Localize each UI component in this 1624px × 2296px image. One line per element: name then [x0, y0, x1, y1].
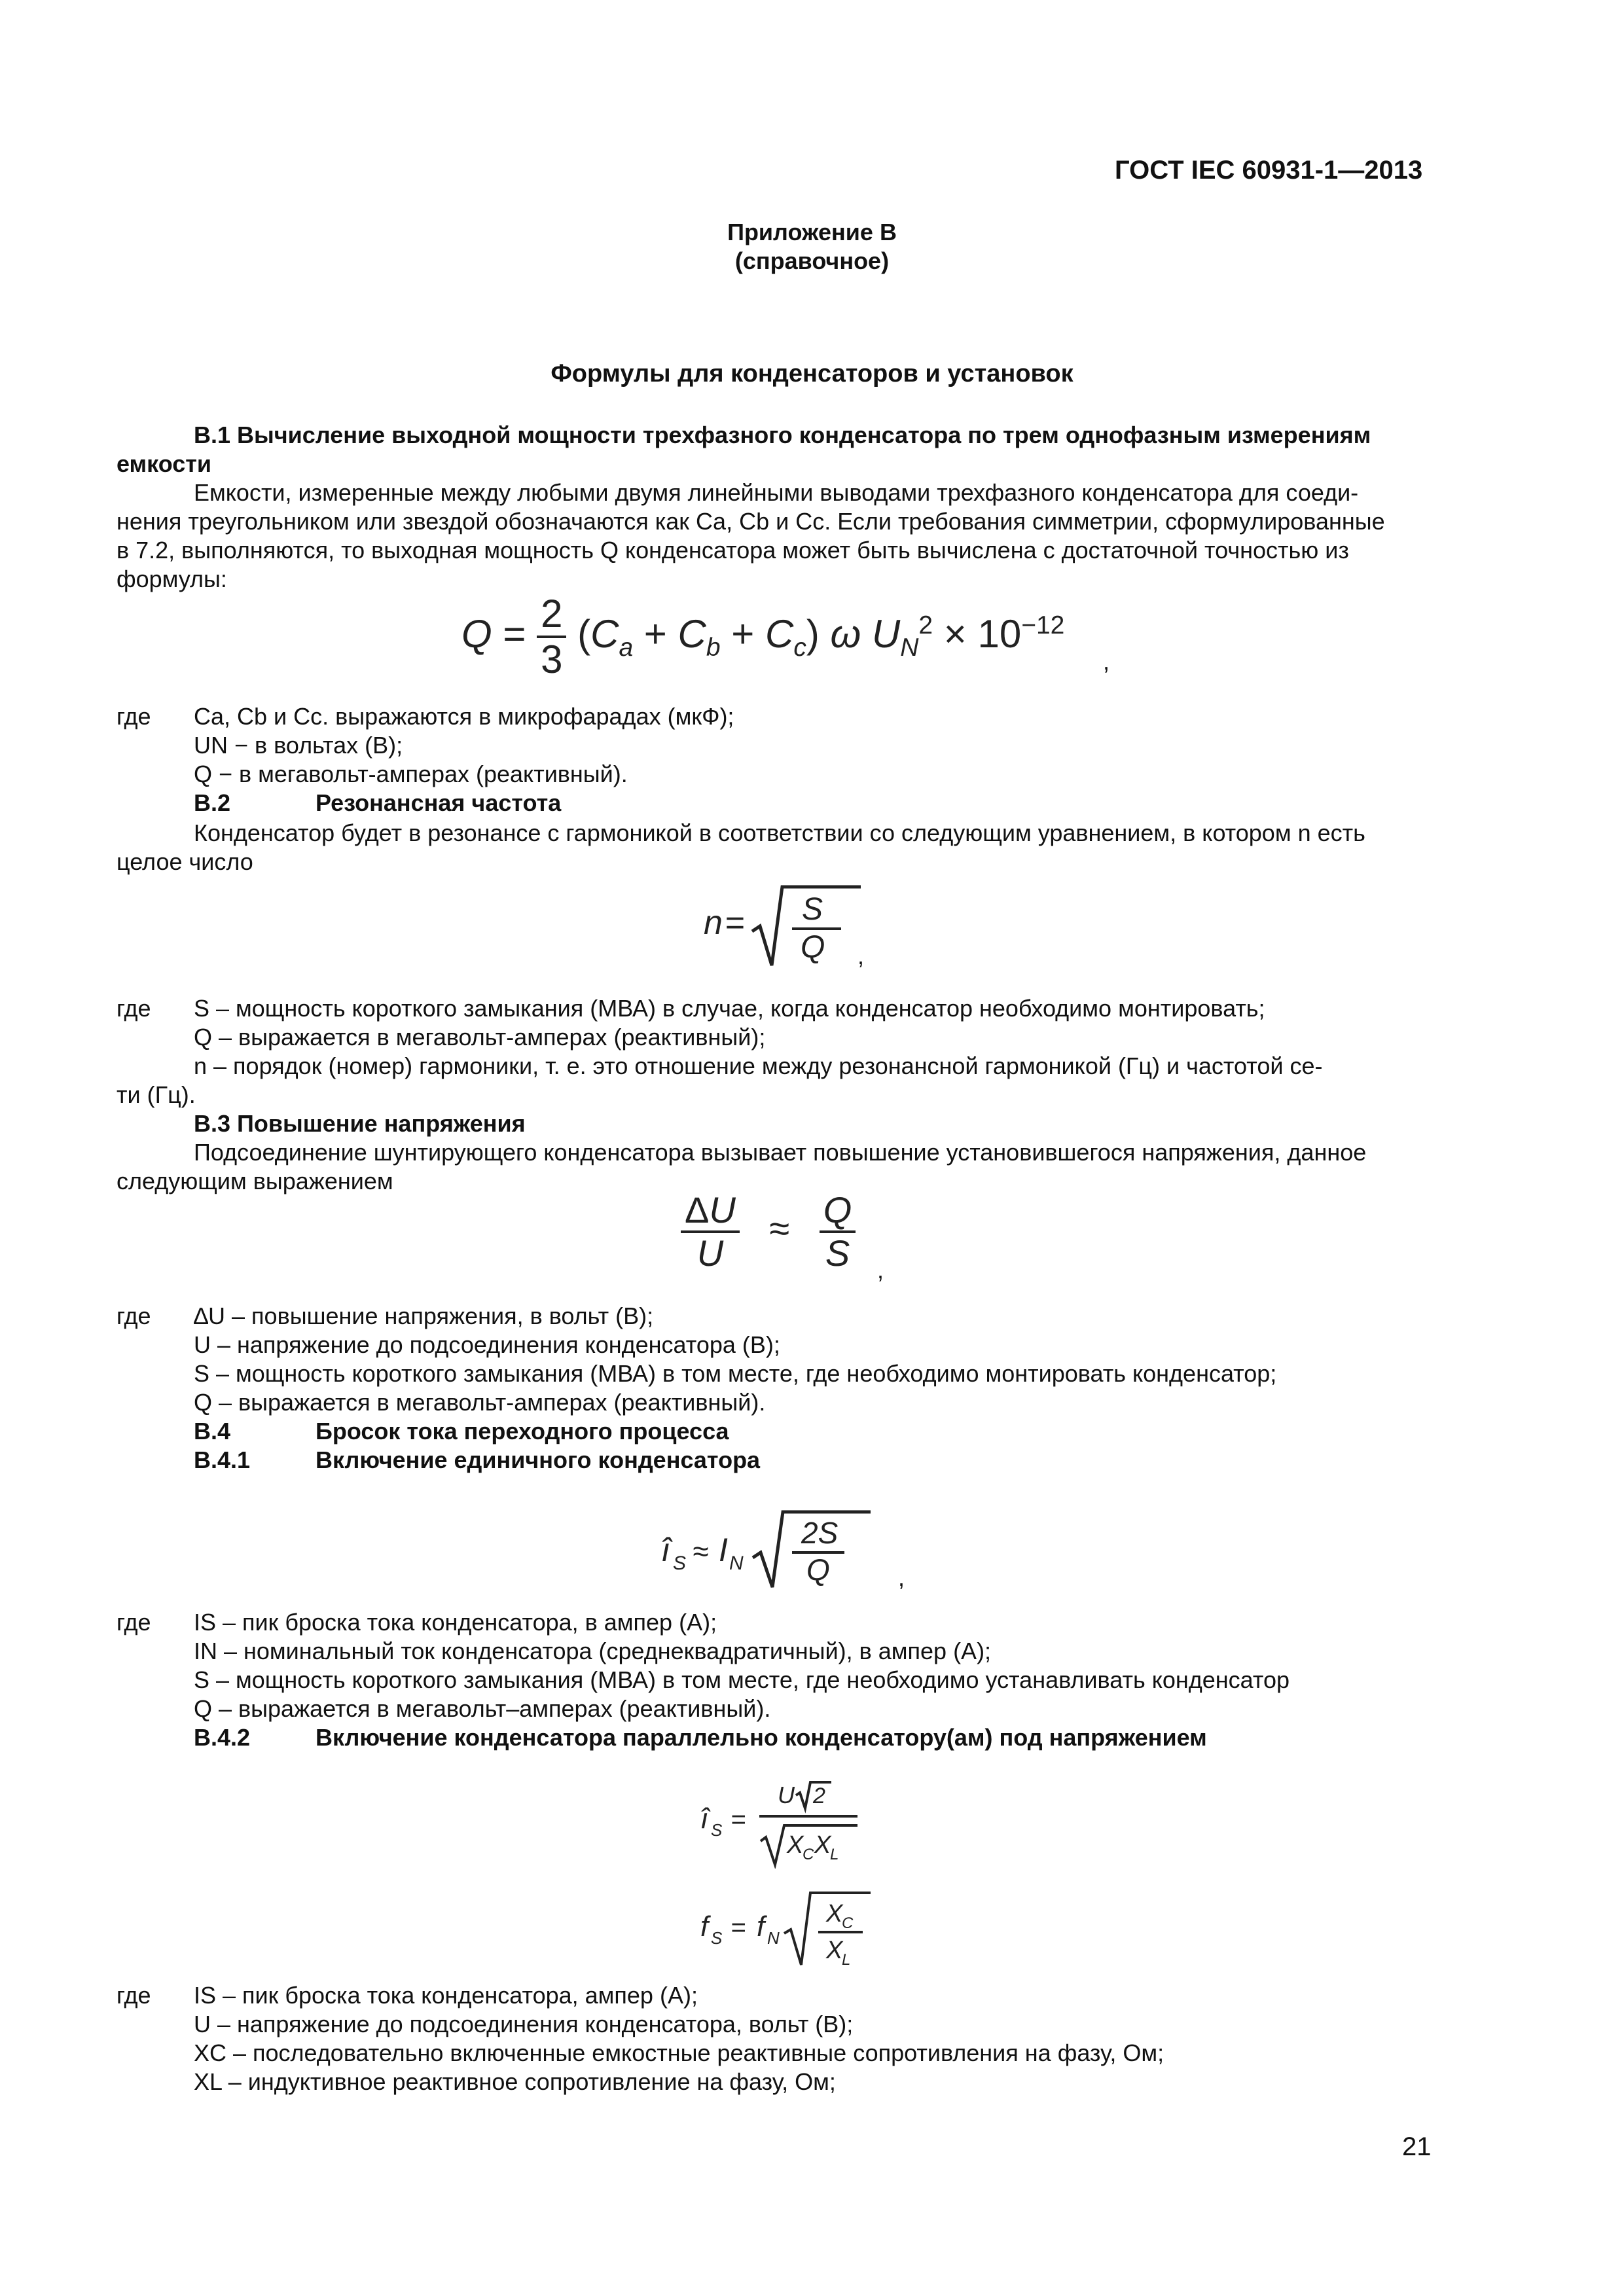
svg-text:C: C	[842, 1914, 854, 1932]
svg-text:=: =	[725, 904, 745, 942]
svg-text:S: S	[711, 1928, 723, 1948]
b41-where-item: IS – пик броска тока конденсатора, в ампер (А);	[194, 1609, 717, 1636]
b1-where-item: Ca, Cb и Cc. выражаются в микрофарадах (мкФ);	[194, 703, 734, 730]
b3-where-item: S – мощность короткого замыкания (МВА) в том месте, где необходимо монтировать конденсатор;	[194, 1360, 1277, 1387]
svg-text:S: S	[673, 1552, 687, 1574]
svg-text:X: X	[814, 1831, 831, 1859]
svg-text:X: X	[787, 1831, 804, 1859]
b2-paragraph-line: целое число	[117, 848, 253, 875]
b4-number: В.4	[194, 1418, 231, 1444]
formula-inrush-frequency	[700, 1885, 884, 1976]
annex-kind: (справочное)	[734, 247, 890, 274]
main-title: Формулы для конденсаторов и установок	[550, 360, 1074, 387]
svg-text:Q: Q	[801, 930, 825, 965]
b41-where-item: Q – выражается в мегавольт–амперах (реактивный).	[194, 1695, 771, 1722]
formula-resonance	[704, 880, 867, 972]
formula-inrush-single	[661, 1499, 897, 1596]
b3-paragraph-line: следующим выражением	[117, 1168, 393, 1194]
b1-where-item: UN − в вольтах (В);	[194, 732, 403, 759]
b2-where-item: n – порядок (номер) гармоники, т. е. это отношение между резонансной гармоникой (Гц) и частотой се-	[194, 1052, 1323, 1079]
b42-where-item: XL – индуктивное реактивное сопротивление на фазу, Ом;	[194, 2068, 836, 2095]
b2-where-item: Q – выражается в мегавольт-амперах (реактивный);	[194, 1024, 766, 1050]
svg-text:=: =	[731, 1805, 746, 1834]
formula-comma: ,	[1103, 648, 1110, 675]
b2-paragraph-line: Конденсатор будет в резонансе с гармоникой в соответствии со следующим уравнением, в котором n есть	[194, 819, 1365, 846]
formula-voltage-rise: $\frac{\Delta U}{U}$ ≈ $\frac{Q}{S}$	[681, 1190, 856, 1273]
b3-heading: В.3 Повышение напряжения	[194, 1110, 526, 1137]
b42-where-item: XC – последовательно включенные емкостные реактивные сопротивления на фазу, Ом;	[194, 2039, 1164, 2066]
where-label: где	[117, 1982, 151, 2009]
svg-text:2S: 2S	[801, 1516, 839, 1550]
b1-where-item: Q − в мегавольт-амперах (реактивный).	[194, 761, 628, 787]
svg-text:X: X	[826, 1937, 843, 1964]
b41-where-item: S – мощность короткого замыкания (МВА) в том месте, где необходимо устанавливать конденсатор	[194, 1666, 1290, 1693]
b3-where-item: Q – выражается в мегавольт-амперах (реактивный).	[194, 1389, 766, 1416]
b41-heading: Включение единичного конденсатора	[316, 1446, 761, 1473]
b2-where-item-cont: ти (Гц).	[117, 1081, 196, 1108]
b1-heading-cont: емкости	[117, 450, 212, 477]
svg-text:S: S	[802, 892, 823, 927]
b2-number: В.2	[194, 789, 231, 816]
where-label: где	[117, 1302, 151, 1329]
svg-text:N: N	[729, 1552, 744, 1574]
svg-text:N: N	[767, 1928, 780, 1948]
formula-comma: ,	[898, 1564, 905, 1591]
svg-text:n: n	[704, 904, 723, 942]
svg-text:C: C	[803, 1846, 814, 1863]
svg-text:f: f	[757, 1910, 765, 1943]
where-label: где	[117, 995, 151, 1022]
svg-text:f: f	[700, 1910, 709, 1943]
svg-text:Q: Q	[806, 1552, 830, 1587]
b3-paragraph-line: Подсоединение шунтирующего конденсатора вызывает повышение установившегося напряжения, данное	[194, 1139, 1367, 1166]
svg-text:î: î	[661, 1532, 670, 1568]
where-label: где	[117, 703, 151, 730]
b2-where-item: S – мощность короткого замыкания (МВА) в случае, когда конденсатор необходимо монтировать;	[194, 995, 1265, 1022]
where-label: где	[117, 1609, 151, 1636]
svg-text:U: U	[778, 1782, 795, 1808]
formula-comma: ,	[857, 942, 865, 969]
standard-number: ГОСТ IEC 60931-1—2013	[1115, 156, 1423, 185]
svg-text:X: X	[826, 1900, 843, 1928]
b1-heading: В.1 Вычисление выходной мощности трехфазного конденсатора по трем однофазным измерениям	[194, 422, 1371, 448]
svg-text:2: 2	[813, 1784, 825, 1808]
svg-text:L: L	[842, 1951, 851, 1969]
formula-output-power: Q = $\frac{2}{3}$ $(C_a + C_b + C_c)$ ω $U_N^2 \times 10^{-12}$	[461, 592, 1065, 681]
svg-text:=: =	[731, 1913, 746, 1942]
formula-comma: ,	[877, 1257, 884, 1283]
b42-heading: Включение конденсатора параллельно конденсатору(ам) под напряжением	[316, 1724, 1207, 1751]
svg-text:S: S	[711, 1820, 723, 1840]
b2-heading: Резонансная частота	[316, 789, 562, 816]
svg-text:î: î	[700, 1803, 709, 1835]
b42-number: В.4.2	[194, 1724, 251, 1751]
b42-where-item: U – напряжение до подсоединения конденсатора, вольт (В);	[194, 2011, 854, 2037]
formula-inrush-parallel	[700, 1770, 884, 1874]
svg-text:≈: ≈	[693, 1535, 709, 1568]
b1-paragraph-line: Емкости, измеренные между любыми двумя линейными выводами трехфазного конденсатора для соеди-	[194, 479, 1359, 506]
b1-paragraph-line: нения треугольником или звездой обозначаются как Ca, Cb и Cc. Если требования симметрии, сформулированные	[117, 508, 1385, 535]
b1-paragraph-line: формулы:	[117, 565, 227, 592]
svg-text:I: I	[719, 1532, 728, 1568]
svg-text:L: L	[830, 1846, 839, 1863]
b41-where-item: IN – номинальный ток конденсатора (среднеквадратичный), в ампер (А);	[194, 1638, 992, 1664]
b1-paragraph-line: в 7.2, выполняются, то выходная мощность Q конденсатора может быть вычислена с достаточной точностью из	[117, 537, 1349, 564]
b42-where-item: IS – пик броска тока конденсатора, ампер (А);	[194, 1982, 698, 2009]
annex-title: Приложение B	[727, 219, 897, 245]
page-number: 21	[1402, 2132, 1432, 2161]
b4-heading: Бросок тока переходного процесса	[316, 1418, 729, 1444]
b3-where-item: ∆U – повышение напряжения, в вольт (В);	[194, 1302, 654, 1329]
b41-number: В.4.1	[194, 1446, 251, 1473]
b3-where-item: U – напряжение до подсоединения конденсатора (В);	[194, 1331, 780, 1358]
